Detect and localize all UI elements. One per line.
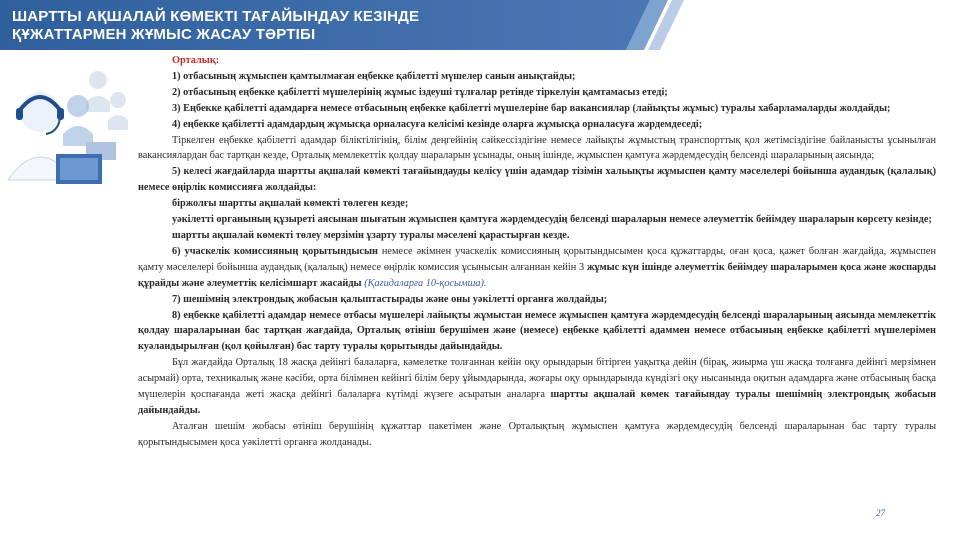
paragraph: 5) келесі жағдайларда шартты ақшалай көмекті тағайындауды келісу үшін адамдар тізімін хальықты жұмыспен қамту мәселелері бойынша аудандық (қалалық) немесе өңірлік комиссияға жолдайды:	[138, 166, 936, 194]
paragraph: біржолғы шартты ақшалай көмекті төлеген кезде;	[172, 198, 409, 210]
paragraph: шартты ақшалай көмекті төлеу мерзімін ұзарту туралы мәселені қарастырған кезде.	[172, 229, 570, 241]
document-body	[138, 53, 936, 451]
paragraph: уәкілетті органының құзыреті аясынан шығатын жұмыспен қамтуға жәрдемдесудің белсенді шараларын немесе әлеуметтік бейімдеу шараларын көрсету кезінде;	[172, 214, 932, 226]
page-title-line-1: ШАРТТЫ АҚШАЛАЙ КӨМЕКТІ ТАҒАЙЫНДАУ КЕЗІНДЕ	[12, 8, 420, 25]
paragraph: 8) еңбекке қабілетті адамдар немесе отбасы мүшелері лайықты жұмыстан немесе жұмыспен қамтуға жәрдемдесудің белсенді шараларының аясында мемлекеттік қолдау шараларынан бас тартқан жағдайда, Орталық өтініш берушімен және (немесе) еңбекке қабілетті адаммен немесе отбасының еңбекке қабілетті мүшелерімен куәландырылған (қол қойылған) бас тарту туралы қорытынды дайындайды.	[138, 309, 936, 353]
paragraph: Бұл жағдайда Орталық 18 жасқа дейінгі балаларға, кәмелетке толғаннан кейін оқу орындарын бітірген уақытқа дейін (бірақ, жиырма үш жасқа толғанға дейінгі мерзімнен асырмай) орта, техникалық және кәсіби, орта білімнен кейінгі білім беру ұйымдарында, жоғары оқу орындарында күндізгі оқу нысанында оқитын адамдарға және отбасының басқа мүшелерін қоспағанда жеті жасқа дейінгі балаларға күтімді жүзеге асыратын аналарға шартты ақшалай көмек тағайындау туралы шешімнің электрондық жобасын дайындайды.	[138, 357, 936, 416]
paragraph: 1) отбасының жұмыспен қамтылмаған еңбекке қабілетті мүшелер санын анықтайды;	[172, 70, 576, 82]
paragraph: 4) еңбекке қабілетті адамдардың жұмысқа орналасуға келісімі кезінде оларға жұмысқа орналасуға жәрдемдеседі;	[172, 118, 703, 130]
paragraph: 7) шешімнің электрондық жобасын қалыптастырады және оны уәкілетті органға жолдайды;	[172, 293, 608, 305]
paragraph: 3) Еңбекке қабілетті адамдарға немесе отбасының еңбекке қабілетті мүшелеріне бар вакансиялар (лайықты жұмыс) туралы хабарламаларды жолдайды;	[172, 102, 891, 114]
paragraph: Тіркелген еңбекке қабілетті адамдар біліктілігінің, білім деңгейінің сәйкессіздігіне немесе лайықты жұмыстың транспорттық қол жетімсіздігіне байланысты ұсынылған вакансиялардан бас тартқан кезде, Орталық мемлекеттік қолдау шараларын ұсынады, оның ішінде, жұмыспен қамтуға жәрдемдесудің белсенді шараларының аясында;	[138, 134, 936, 162]
page-title	[12, 8, 419, 44]
call-center-operator-icon	[0, 50, 140, 190]
paragraph: 6) учаскелік комиссияның қорытындысын немесе әкімнен учаскелік комиссияның қорытындысымен қоса құжаттарды, оған қоса, қажет болған жағдайда, жұмыспен қамту мәселелері бойынша аудандық (қалалық) немесе өңірлік комиссия ұсынысын алғаннан кейін 3 жұмыс күн ішінде әлеуметтік бейімдеу шараларымен қоса және жоспарды құрайды және әлеуметтік келісімшарт жасайды (Қағидаларға 10-қосымша).	[138, 245, 936, 289]
paragraph: 2) отбасының еңбекке қабілетті мүшелерінің жұмыс іздеуші тұлғалар ретінде тіркелуін қамтамасыз етеді;	[172, 86, 668, 98]
page-title-line-2: ҚҰЖАТТАРМЕН ЖҰМЫС ЖАСАУ ТӘРТІБІ	[12, 26, 316, 43]
section-heading: Орталық:	[172, 55, 220, 66]
paragraph: Аталған шешім жобасы өтініш берушінің құжаттар пакетімен және Орталықтың жұмыспен қамтуға жәрдемдесудің белсенді шараларынан бас тарту туралы қорытындысымен қоса уәкілетті органға жолданады.	[138, 420, 936, 448]
appendix-reference: (Қағидаларға 10-қосымша).	[364, 277, 487, 289]
page-number: 27	[876, 508, 885, 518]
